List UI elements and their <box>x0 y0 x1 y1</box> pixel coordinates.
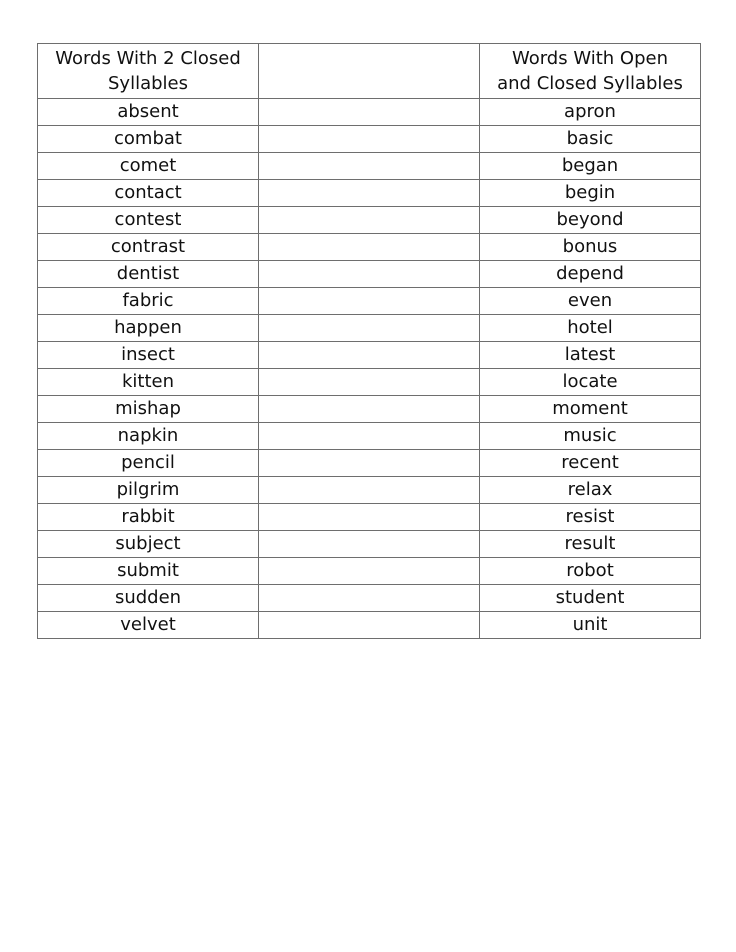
open-closed-syllable-word: moment <box>480 396 701 423</box>
blank-cell <box>259 261 480 288</box>
table-row <box>38 504 701 531</box>
open-closed-syllable-word: bonus <box>480 234 701 261</box>
header-right-line-2: and Closed Syllables <box>497 73 683 94</box>
blank-cell <box>259 504 480 531</box>
header-middle-blank <box>259 44 480 99</box>
open-closed-syllable-word: music <box>480 423 701 450</box>
header-open-closed-syllables <box>480 44 701 99</box>
table-row <box>38 315 701 342</box>
blank-cell <box>259 99 480 126</box>
table-row <box>38 234 701 261</box>
open-closed-syllable-word: relax <box>480 477 701 504</box>
blank-cell <box>259 315 480 342</box>
open-closed-syllable-word: hotel <box>480 315 701 342</box>
blank-cell <box>259 531 480 558</box>
table-row <box>38 585 701 612</box>
open-closed-syllable-word: began <box>480 153 701 180</box>
table-row <box>38 612 701 639</box>
open-closed-syllable-word: result <box>480 531 701 558</box>
closed-syllable-word: comet <box>38 153 259 180</box>
blank-cell <box>259 558 480 585</box>
closed-syllable-word: dentist <box>38 261 259 288</box>
table-row <box>38 396 701 423</box>
open-closed-syllable-word: resist <box>480 504 701 531</box>
blank-cell <box>259 234 480 261</box>
open-closed-syllable-word: robot <box>480 558 701 585</box>
blank-cell <box>259 450 480 477</box>
word-rows <box>38 99 701 639</box>
open-closed-syllable-word: apron <box>480 99 701 126</box>
closed-syllable-word: absent <box>38 99 259 126</box>
table-row <box>38 288 701 315</box>
header-right-line-1: Words With Open <box>511 48 669 69</box>
table-row <box>38 477 701 504</box>
table-row <box>38 531 701 558</box>
worksheet <box>37 43 701 639</box>
closed-syllable-word: submit <box>38 558 259 585</box>
blank-cell <box>259 180 480 207</box>
table-row <box>38 423 701 450</box>
closed-syllable-word: rabbit <box>38 504 259 531</box>
closed-syllable-word: fabric <box>38 288 259 315</box>
closed-syllable-word: mishap <box>38 396 259 423</box>
closed-syllable-word: contrast <box>38 234 259 261</box>
blank-cell <box>259 477 480 504</box>
blank-cell <box>259 585 480 612</box>
blank-cell <box>259 288 480 315</box>
open-closed-syllable-word: unit <box>480 612 701 639</box>
table-row <box>38 450 701 477</box>
open-closed-syllable-word: latest <box>480 342 701 369</box>
table-row <box>38 180 701 207</box>
closed-syllable-word: velvet <box>38 612 259 639</box>
blank-cell <box>259 423 480 450</box>
blank-cell <box>259 153 480 180</box>
open-closed-syllable-word: begin <box>480 180 701 207</box>
open-closed-syllable-word: beyond <box>480 207 701 234</box>
closed-syllable-word: pencil <box>38 450 259 477</box>
blank-cell <box>259 207 480 234</box>
table-row <box>38 99 701 126</box>
open-closed-syllable-word: even <box>480 288 701 315</box>
blank-cell <box>259 126 480 153</box>
open-closed-syllable-word: recent <box>480 450 701 477</box>
closed-syllable-word: sudden <box>38 585 259 612</box>
closed-syllable-word: contact <box>38 180 259 207</box>
open-closed-syllable-word: student <box>480 585 701 612</box>
table-row <box>38 261 701 288</box>
header-row <box>38 44 701 99</box>
closed-syllable-word: contest <box>38 207 259 234</box>
closed-syllable-word: happen <box>38 315 259 342</box>
syllable-word-table <box>37 43 701 639</box>
table-row <box>38 126 701 153</box>
closed-syllable-word: combat <box>38 126 259 153</box>
closed-syllable-word: pilgrim <box>38 477 259 504</box>
closed-syllable-word: insect <box>38 342 259 369</box>
header-left-line-1: Words With 2 Closed <box>55 48 241 69</box>
closed-syllable-word: kitten <box>38 369 259 396</box>
open-closed-syllable-word: locate <box>480 369 701 396</box>
blank-cell <box>259 612 480 639</box>
blank-cell <box>259 369 480 396</box>
open-closed-syllable-word: basic <box>480 126 701 153</box>
table-row <box>38 369 701 396</box>
blank-cell <box>259 396 480 423</box>
blank-cell <box>259 342 480 369</box>
table-row <box>38 558 701 585</box>
table-row <box>38 207 701 234</box>
closed-syllable-word: subject <box>38 531 259 558</box>
header-closed-syllables <box>38 44 259 99</box>
closed-syllable-word: napkin <box>38 423 259 450</box>
table-row <box>38 153 701 180</box>
header-left-line-2: Syllables <box>108 73 188 94</box>
table-row <box>38 342 701 369</box>
open-closed-syllable-word: depend <box>480 261 701 288</box>
